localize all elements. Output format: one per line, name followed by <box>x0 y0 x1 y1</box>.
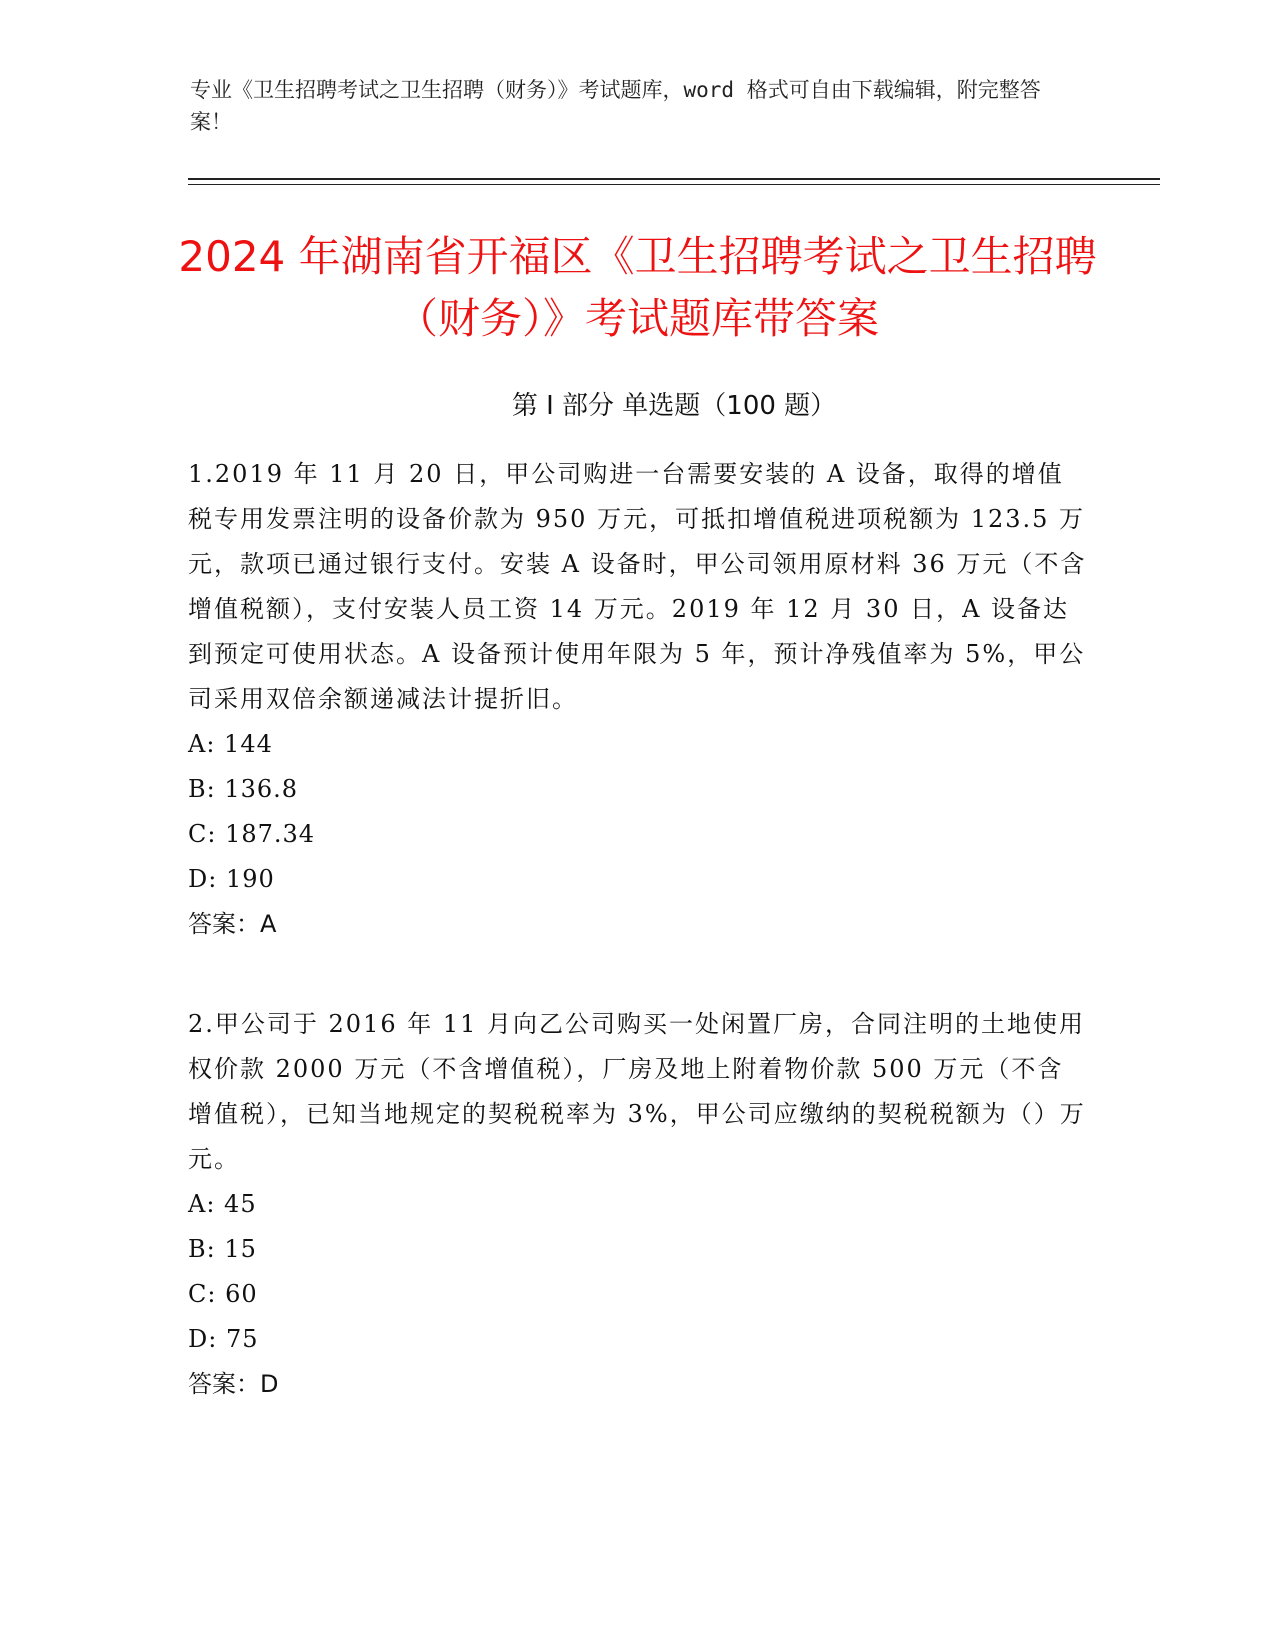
question-1 <box>188 452 1088 947</box>
document-title: 2024 年湖南省开福区《卫生招聘考试之卫生招聘（财务）》考试题库带答案 <box>178 232 1097 343</box>
option-b: B: 136.8 <box>188 775 299 803</box>
option-d: D: 75 <box>188 1325 259 1353</box>
option-c: C: 187.34 <box>188 820 316 848</box>
answer: 答案：D <box>188 1370 279 1398</box>
section-title: 第 I 部分 单选题（100 题） <box>511 391 837 421</box>
option-c: C: 60 <box>188 1280 258 1308</box>
answer: 答案：A <box>188 910 277 938</box>
question-stem: 1.2019 年 11 月 20 日，甲公司购进一台需要安装的 A 设备，取得的增值税专用发票注明的设备价款为 950 万元，可抵扣增值税进项税额为 123.5 万元，款项已通过银行支付。安装 A 设备时，甲公司领用原材料 36 万元（不含增值税额），支付安装人员工资 14 万元。2019 年 12 月 30 日，A 设备达到预定可使用状态。A 设备预计使用年限为 5 年，预计净残值率为 5%，甲公司采用双倍余额递减法计提折旧。 <box>188 460 1087 713</box>
option-a: A: 45 <box>188 1190 257 1218</box>
option-d: D: 190 <box>188 865 275 893</box>
option-a: A: 144 <box>188 730 273 758</box>
option-b: B: 15 <box>188 1235 257 1263</box>
header-note: 专业《卫生招聘考试之卫生招聘（财务）》考试题库，word 格式可自由下载编辑，附完整答案！ <box>190 78 1041 134</box>
header-rule-thick <box>188 178 1160 180</box>
question-2 <box>188 1002 1088 1407</box>
header-rule-thin <box>188 184 1160 185</box>
question-stem: 2.甲公司于 2016 年 11 月向乙公司购买一处闲置厂房，合同注明的土地使用权价款 2000 万元（不含增值税），厂房及地上附着物价款 500 万元（不含增值税），已知当地规定的契税税率为 3%，甲公司应缴纳的契税税额为（）万元。 <box>188 1010 1086 1173</box>
